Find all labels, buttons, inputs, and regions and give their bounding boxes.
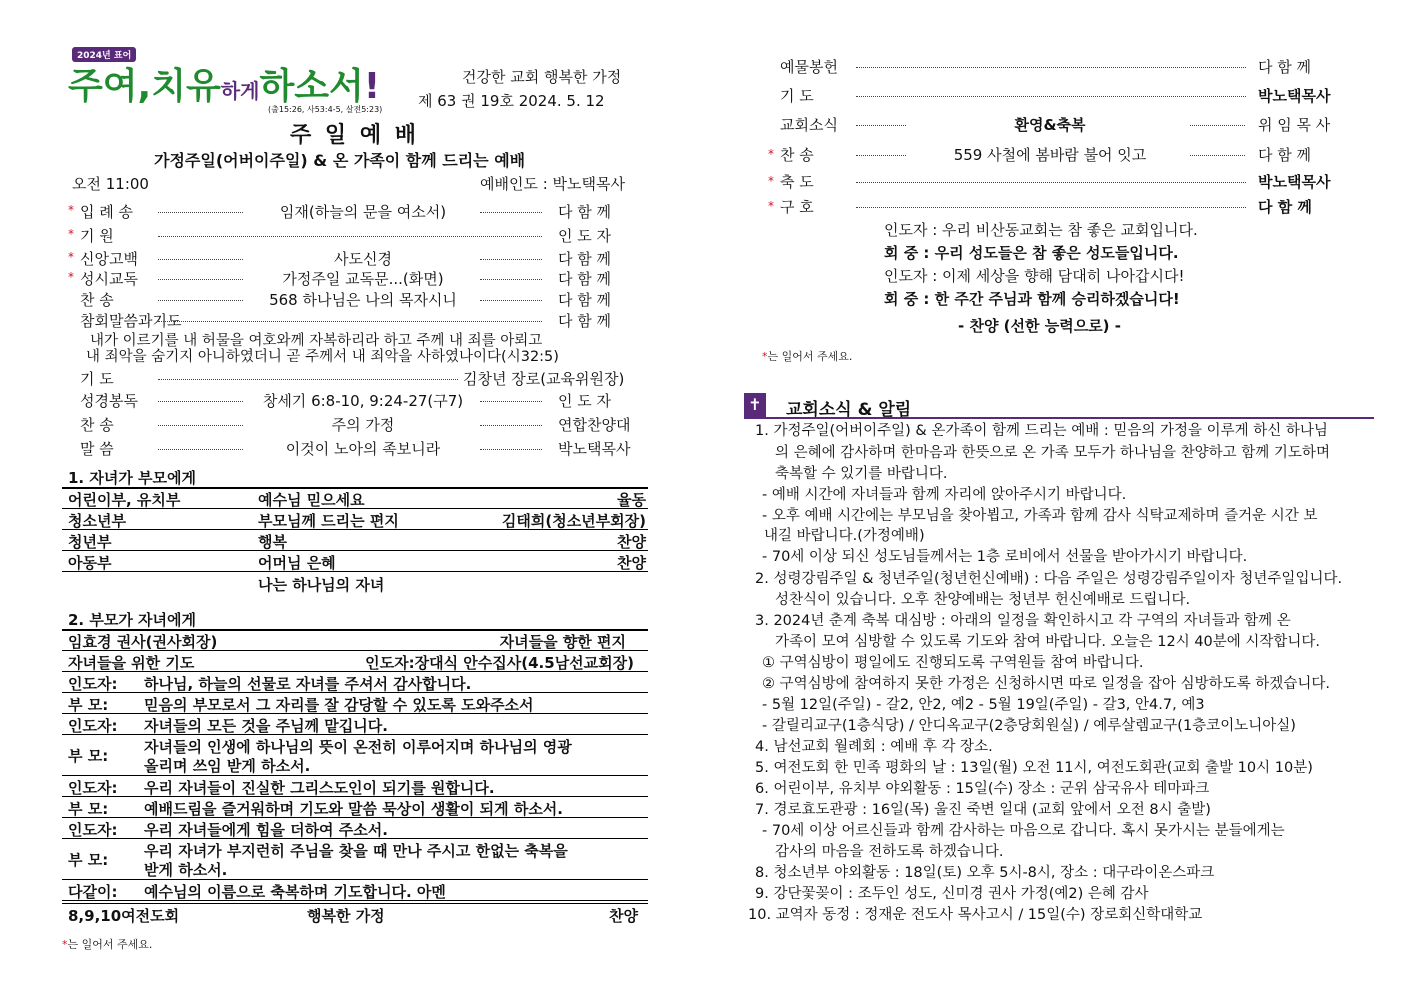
- star-mark: *: [768, 174, 774, 188]
- news-line: ① 구역심방이 평일에도 진행되도록 구역원들 참여 바랍니다.: [762, 655, 1144, 671]
- news-line: - 70세 이상 어르신들과 함께 감사하는 마음으로 갑니다. 혹시 못가시는 분들에게는: [762, 823, 1285, 839]
- item-by: 인 도 자: [558, 392, 612, 410]
- star-mark: *: [762, 350, 768, 363]
- item-content: 임재(하늘의 문을 여소서): [279, 203, 447, 221]
- news-line: 10. 교역자 동정 : 정재운 전도사 목사고시 / 15일(수) 장로회신학대학교: [748, 907, 1203, 923]
- service-time: 오전 11:00: [72, 175, 149, 193]
- leader-dots: [856, 96, 1246, 97]
- row-a: 자녀들을 위한 기도: [68, 654, 195, 672]
- row-b: 예수님 믿으세요: [258, 491, 365, 509]
- row-a: 청소년부: [68, 512, 126, 530]
- item-content: 가정주일 교독문...(화면): [282, 270, 444, 288]
- litany-text: 예수님의 이름으로 축복하며 기도합니다. 아멘: [144, 883, 446, 901]
- leader-dots: [480, 425, 542, 426]
- litany-speaker: 인도자:: [68, 821, 118, 839]
- item-name: 참회말씀과기도: [80, 312, 182, 330]
- litany-speaker: 인도자:: [68, 675, 118, 693]
- item-by: 다 함 께: [1258, 146, 1312, 164]
- litany-row: [62, 672, 648, 693]
- news-line: - 5월 12일(주일) - 갈2, 안2, 예2 - 5월 19일(주일) - 갈3, 안4.7, 예3: [762, 697, 1205, 713]
- litany-text: 우리 자녀가 부지런히 주님을 찾을 때 만나 주시고 한없는 축복을: [144, 842, 568, 860]
- item-by: 위 임 목 사: [1258, 116, 1331, 134]
- service-item: [68, 390, 638, 410]
- leader-dots: [856, 67, 1246, 68]
- note-text: 는 일어서 주세요.: [767, 350, 853, 363]
- litany-text: 믿음의 부모로서 그 자리를 잘 감당할 수 있도록 도와주소서: [144, 696, 534, 714]
- row-c: 김태희(청소년부회장): [501, 512, 646, 530]
- item-by: 박노택목사: [1258, 173, 1331, 191]
- section1-title: 1. 자녀가 부모에게: [68, 469, 197, 487]
- news-line: 3. 2024년 춘계 축복 대심방 : 아래의 일정을 확인하시고 각 구역의 자녀들과 함께 온: [755, 613, 1291, 629]
- litany-speaker: 부 모:: [68, 851, 109, 869]
- item-name: 기 도: [80, 370, 114, 388]
- service-leader: 예배인도 : 박노택목사: [480, 175, 626, 193]
- leader-dots: [158, 236, 542, 237]
- star-mark: *: [68, 250, 74, 264]
- section2-row-1: [62, 630, 648, 651]
- service-item: [68, 438, 638, 458]
- leader-dots: [856, 207, 1246, 208]
- leader-dots: [158, 259, 243, 260]
- litany-row: [62, 714, 648, 735]
- star-mark: *: [62, 938, 68, 951]
- motto-call-line: 회 중 : 우리 성도들은 참 좋은 성도들입니다.: [884, 244, 1179, 262]
- litany-text: 하나님, 하늘의 선물로 자녀를 주셔서 감사합니다.: [144, 675, 472, 693]
- item-by: 연합찬양대: [558, 416, 631, 434]
- item-name: 신앙고백: [80, 250, 138, 268]
- section1-extra: 나는 하나님의 자녀: [258, 576, 385, 594]
- item-name: 성경봉독: [80, 392, 138, 410]
- star-mark: *: [768, 199, 774, 213]
- news-line: 7. 경로효도관광 : 16일(목) 울진 죽변 일대 (교회 앞에서 오전 8시 출발): [755, 802, 1211, 818]
- confession-line-1: 내가 이르기를 내 허물을 여호와께 자복하리라 하고 주께 내 죄를 아뢰고: [90, 333, 543, 349]
- leader-dots: [158, 212, 243, 213]
- row-b: 어머님 은혜: [258, 554, 336, 572]
- news-line: 감사의 마음을 전하도록 하겠습니다.: [775, 844, 1004, 860]
- item-content: 이것이 노아의 족보니라: [285, 440, 441, 458]
- item-by: 인 도 자: [558, 227, 612, 245]
- litany-row: [62, 797, 648, 818]
- closing-item: [780, 56, 1340, 78]
- news-line: - 70세 이상 되신 성도님들께서는 1층 로비에서 선물을 받아가시기 바랍니다.: [762, 549, 1248, 565]
- litany-text-cont: 올리며 쓰임 받게 하소서.: [144, 757, 311, 775]
- note-text: 는 일어서 주세요.: [67, 938, 153, 951]
- litany-row: [62, 693, 648, 714]
- leader-dots: [158, 449, 243, 450]
- item-name: 교회소식: [780, 116, 838, 134]
- star-mark: *: [68, 227, 74, 241]
- row-c: 찬양: [609, 907, 638, 925]
- news-line: 9. 강단꽃꽂이 : 조두인 성도, 신미경 권사 가정(예2) 은혜 감사: [755, 886, 1149, 902]
- leader-dots: [480, 300, 542, 301]
- leader-dots: [480, 401, 542, 402]
- news-line: 4. 남선교회 월례회 : 예배 후 각 장소.: [755, 739, 993, 755]
- year-badge: 2024년 표어: [72, 47, 136, 62]
- item-content: 559 사철에 봄바람 불어 잇고: [953, 146, 1147, 164]
- row-b: 부모님께 드리는 편지: [258, 512, 399, 530]
- row-a: 청년부: [68, 533, 112, 551]
- issue-info: 제 63 권 19호 2024. 5. 12: [418, 92, 605, 110]
- service-item: [68, 225, 638, 245]
- service-item: [68, 368, 638, 388]
- item-content: 환영&축복: [1014, 116, 1086, 134]
- leader-dots: [480, 212, 542, 213]
- leader-dots: [158, 379, 458, 380]
- closing-item: [780, 114, 1340, 136]
- item-name: 축 도: [780, 173, 814, 191]
- leader-dots: [158, 300, 243, 301]
- item-by: 다 함 께: [1258, 198, 1312, 216]
- item-name: 기 도: [780, 87, 814, 105]
- motto-part-3: 하게: [220, 79, 260, 103]
- item-content: 창세기 6:8-10, 9:24-27(구7): [262, 392, 464, 410]
- item-name: 찬 송: [80, 291, 114, 309]
- leader-dots: [856, 125, 906, 126]
- closing-item: [768, 171, 1340, 193]
- leader-dots: [158, 279, 243, 280]
- motto-part-1: 주여,: [68, 66, 152, 107]
- news-line: 1. 가정주일(어버이주일) & 온가족이 함께 드리는 예배 : 믿음의 가정을 이루게 하신 하나님: [755, 423, 1328, 439]
- item-by: 김창년 장로(교육위원장): [463, 370, 625, 388]
- news-line: 내길 바랍니다.(가정예배): [764, 528, 925, 544]
- news-line: 8. 청소년부 야외활동 : 18일(토) 오후 5시-8시, 장소 : 대구라이온스파크: [755, 865, 1215, 881]
- service-item: [68, 248, 638, 268]
- news-line: 의 은혜에 감사하며 한마음과 한뜻으로 온 가족 모두가 하나님을 찬양하고 함께 기도하며: [775, 445, 1330, 461]
- news-line: 5. 여전도회 한 민족 평화의 날 : 13일(월) 오전 11시, 여전도회관(교회 출발 10시 10분): [755, 760, 1313, 776]
- item-by: 다 함 께: [1258, 58, 1312, 76]
- section2-row-2: [62, 651, 648, 672]
- row-c: 찬양: [617, 554, 646, 572]
- litany-speaker: 다같이:: [68, 883, 118, 901]
- news-line: 6. 어린이부, 유치부 야외활동 : 15일(수) 장소 : 군위 삼국유사 테마파크: [755, 781, 1210, 797]
- motto-call-line: 인도자 : 이제 세상을 향해 담대히 나아갑시다!: [884, 267, 1185, 285]
- litany-row: [62, 818, 648, 839]
- litany-text: 우리 자녀들에게 힘을 더하여 주소서.: [144, 821, 388, 839]
- leader-dots: [1190, 125, 1245, 126]
- leader-dots: [158, 321, 542, 322]
- section2-last-row: [62, 903, 648, 924]
- litany-text: 예배드림을 즐거워하며 기도와 말씀 묵상이 생활이 되게 하소서.: [144, 800, 563, 818]
- item-content: 사도신경: [334, 250, 392, 268]
- row-a: 임효경 권사(권사회장): [68, 633, 218, 651]
- item-by: 다 함 께: [558, 312, 612, 330]
- item-name: 찬 송: [780, 146, 814, 164]
- news-line: 가족이 모여 심방할 수 있도록 기도와 참여 바랍니다. 오늘은 12시 40분에 시작합니다.: [775, 634, 1321, 650]
- motto-call-line: 회 중 : 한 주간 주님과 함께 승리하겠습니다!: [884, 290, 1180, 308]
- service-item: [68, 310, 638, 330]
- star-mark: *: [768, 147, 774, 161]
- item-name: 기 원: [80, 227, 114, 245]
- news-line: 축복할 수 있기를 바랍니다.: [775, 466, 948, 482]
- litany-row: [62, 735, 648, 776]
- item-name: 말 씀: [80, 440, 114, 458]
- service-item: [68, 414, 638, 434]
- star-mark: *: [68, 270, 74, 284]
- section1-row: [62, 509, 648, 530]
- item-content: 568 하나님은 나의 목자시니: [269, 291, 457, 309]
- leader-dots: [480, 449, 542, 450]
- news-line: 성찬식이 있습니다. 오후 찬양예배는 청년부 헌신예배로 드립니다.: [775, 592, 1191, 608]
- leader-dots: [856, 182, 1246, 183]
- item-by: 박노택목사: [558, 440, 631, 458]
- leader-dots: [158, 401, 243, 402]
- motto-part-5: !: [363, 66, 381, 107]
- item-by: 다 함 께: [558, 203, 612, 221]
- litany-speaker: 부 모:: [68, 800, 109, 818]
- service-subtitle: 가정주일(어버이주일) & 온 가족이 함께 드리는 예배: [154, 151, 526, 170]
- litany-text: 자녀들의 인생에 하나님의 뜻이 온전히 이루어지며 하나님의 영광: [144, 738, 572, 756]
- standing-note-right: [762, 348, 852, 364]
- litany-text: 우리 자녀들이 진실한 그리스도인이 되기를 원합니다.: [144, 779, 495, 797]
- motto-part-4: 하소서: [259, 66, 364, 107]
- section1-row: [62, 488, 648, 509]
- row-b: 행복한 가정: [307, 907, 385, 925]
- news-line: - 예배 시간에 자녀들과 함께 자리에 앉아주시기 바랍니다.: [762, 487, 1127, 503]
- star-mark: *: [68, 203, 74, 217]
- row-c: 자녀들을 향한 편지: [499, 633, 626, 651]
- service-title: 주 일 예 배: [290, 123, 419, 148]
- row-b: 행복: [258, 533, 287, 551]
- row-a: 아동부: [68, 554, 112, 572]
- item-by: 박노택목사: [1258, 87, 1331, 105]
- litany-text: 자녀들의 모든 것을 주님께 맡깁니다.: [144, 717, 388, 735]
- section2-title: 2. 부모가 자녀에게: [68, 611, 197, 629]
- closing-hymn: - 찬양 (선한 능력으로) -: [958, 317, 1121, 335]
- standing-note-left: [62, 936, 152, 952]
- item-by: 다 함 께: [558, 270, 612, 288]
- motto-reference: (출15:26, 사53:4-5, 살전5:23): [268, 105, 383, 114]
- litany-speaker: 부 모:: [68, 747, 109, 765]
- row-c: 인도자:장대식 안수집사(4.5남선교회장): [365, 654, 634, 672]
- motto-logo: [68, 58, 380, 109]
- item-content: 주의 가정: [331, 416, 395, 434]
- row-c: 율동: [617, 491, 646, 509]
- litany-text-cont: 받게 하소서.: [144, 861, 228, 879]
- item-by: 다 함 께: [558, 250, 612, 268]
- litany-row: [62, 880, 648, 901]
- news-line: - 갈릴리교구(1층식당) / 안디옥교구(2층당회원실) / 예루살렘교구(1층코이노니아실): [762, 718, 1296, 734]
- leader-dots: [480, 279, 542, 280]
- item-name: 예물봉헌: [780, 58, 838, 76]
- section1-row: [62, 551, 648, 572]
- news-title: 교회소식 & 알림: [786, 400, 912, 420]
- news-line: - 오후 예배 시간에는 부모님을 찾아뵙고, 가족과 함께 감사 식탁교제하며 즐거운 시간 보: [762, 508, 1318, 524]
- row-a: 어린이부, 유치부: [68, 491, 181, 509]
- closing-item: [768, 196, 1340, 218]
- leader-dots: [158, 425, 243, 426]
- motto-part-2: 치유: [151, 66, 221, 107]
- litany-speaker: 부 모:: [68, 696, 109, 714]
- news-line: ② 구역심방에 참여하지 못한 가정은 신청하시면 따로 일정을 잡아 심방하도록 하겠습니다.: [762, 676, 1330, 692]
- leader-dots: [480, 259, 542, 260]
- cross-icon: ✝: [744, 393, 766, 417]
- service-item: [68, 268, 638, 288]
- leader-dots: [856, 155, 906, 156]
- confession-line-2: 내 죄악을 숨기지 아니하였더니 곧 주께서 내 죄악을 사하였나이다(시32:5): [86, 349, 559, 365]
- church-slogan: 건강한 교회 행복한 가정: [462, 68, 622, 86]
- item-name: 입 례 송: [80, 203, 134, 221]
- service-item: [68, 289, 638, 309]
- service-item: [68, 201, 638, 221]
- closing-item: [768, 144, 1340, 166]
- litany-row: [62, 776, 648, 797]
- item-name: 성시교독: [80, 270, 138, 288]
- item-name: 구 호: [780, 198, 814, 216]
- closing-item: [780, 85, 1340, 107]
- section1-row: [62, 530, 648, 551]
- item-name: 찬 송: [80, 416, 114, 434]
- leader-dots: [1190, 155, 1245, 156]
- motto-call-line: 인도자 : 우리 비산동교회는 참 좋은 교회입니다.: [884, 221, 1198, 239]
- row-c: 찬양: [617, 533, 646, 551]
- litany-row: [62, 839, 648, 880]
- row-a: 8,9,10여전도회: [68, 907, 180, 925]
- news-line: 2. 성령강림주일 & 청년주일(청년헌신예배) : 다음 주일은 성령강림주일이자 청년주일입니다.: [755, 571, 1343, 587]
- litany-speaker: 인도자:: [68, 717, 118, 735]
- item-by: 다 함 께: [558, 291, 612, 309]
- litany-speaker: 인도자:: [68, 779, 118, 797]
